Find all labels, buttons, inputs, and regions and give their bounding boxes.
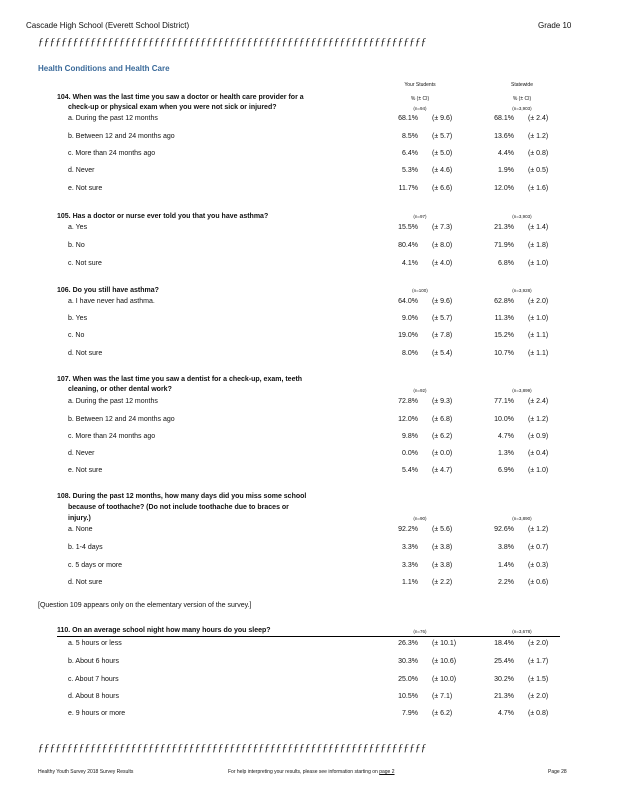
your-percent: 3.3% bbox=[402, 544, 418, 551]
state-percent: 3.8% bbox=[498, 544, 514, 551]
state-ci: (± 2.4) bbox=[528, 398, 549, 405]
option-label: b. 1-4 days bbox=[68, 544, 103, 551]
your-ci: (± 7.1) bbox=[432, 693, 453, 700]
state-ci: (± 1.1) bbox=[528, 332, 549, 339]
option-label: c. Not sure bbox=[68, 260, 102, 267]
your-ci: (± 3.8) bbox=[432, 544, 453, 551]
state-percent: 4.7% bbox=[498, 433, 514, 440]
n-your: (n=94) bbox=[413, 106, 427, 111]
your-percent: 19.0% bbox=[398, 332, 418, 339]
your-percent: 8.5% bbox=[402, 133, 418, 140]
your-ci: (± 7.3) bbox=[432, 224, 453, 231]
footer-f-rule: ƒƒƒƒƒƒƒƒƒƒƒƒƒƒƒƒƒƒƒƒƒƒƒƒƒƒƒƒƒƒƒƒƒƒƒƒƒƒƒƒƒƒƒƒƒƒƒƒƒƒƒƒƒƒƒƒƒƒƒƒƒƒƒƒƒƒƒ bbox=[38, 742, 427, 754]
your-ci: (± 6.6) bbox=[432, 185, 453, 192]
question-text: check-up or physical exam when you were not sick or injured? bbox=[68, 104, 277, 111]
state-percent: 25.4% bbox=[494, 658, 514, 665]
n-state: (n=3,678) bbox=[512, 629, 532, 634]
your-ci: (± 7.8) bbox=[432, 332, 453, 339]
state-percent: 15.2% bbox=[494, 332, 514, 339]
your-percent: 72.8% bbox=[398, 398, 418, 405]
state-ci: (± 1.6) bbox=[528, 185, 549, 192]
your-ci: (± 2.2) bbox=[432, 579, 453, 586]
n-your: (n=90) bbox=[413, 516, 427, 521]
state-ci: (± 1.5) bbox=[528, 676, 549, 683]
state-ci: (± 1.4) bbox=[528, 224, 549, 231]
option-label: d. Never bbox=[68, 450, 95, 457]
your-percent: 8.0% bbox=[402, 350, 418, 357]
n-state: (n=3,903) bbox=[512, 214, 532, 219]
section-title: Health Conditions and Health Care bbox=[38, 64, 170, 73]
state-ci: (± 0.5) bbox=[528, 167, 549, 174]
option-label: a. During the past 12 months bbox=[68, 115, 158, 122]
option-label: c. More than 24 months ago bbox=[68, 433, 156, 440]
your-percent: 1.1% bbox=[402, 579, 418, 586]
state-ci: (± 0.8) bbox=[528, 150, 549, 157]
your-ci: (± 5.4) bbox=[432, 350, 453, 357]
grade-label: Grade 10 bbox=[538, 21, 572, 30]
your-ci: (± 5.7) bbox=[432, 315, 453, 322]
your-ci: (± 6.2) bbox=[432, 433, 453, 440]
question-text: 110. On an average school night how many hours do you sleep? bbox=[57, 627, 271, 634]
question-text: 108. During the past 12 months, how many days did you miss some school bbox=[57, 493, 307, 500]
state-percent: 21.3% bbox=[494, 224, 514, 231]
your-percent: 92.2% bbox=[398, 526, 418, 533]
question-text: cleaning, or other dental work? bbox=[68, 386, 172, 393]
state-percent: 13.6% bbox=[494, 133, 514, 140]
your-percent: 3.3% bbox=[402, 562, 418, 569]
state-ci: (± 0.7) bbox=[528, 544, 549, 551]
state-percent: 4.7% bbox=[498, 710, 514, 717]
state-ci: (± 2.4) bbox=[528, 115, 549, 122]
option-label: e. 9 hours or more bbox=[68, 710, 126, 717]
state-ci: (± 1.1) bbox=[528, 350, 549, 357]
option-label: b. Between 12 and 24 months ago bbox=[68, 133, 175, 140]
footer-help-text bbox=[228, 769, 395, 775]
state-ci: (± 1.0) bbox=[528, 467, 549, 474]
your-percent: 15.5% bbox=[398, 224, 418, 231]
option-label: a. Yes bbox=[68, 224, 88, 231]
option-label: d. About 8 hours bbox=[68, 693, 119, 700]
question-underline bbox=[57, 636, 560, 637]
col-statewide: Statewide bbox=[511, 82, 533, 88]
footer-help-prefix: For help interpreting your results, please see information starting on bbox=[228, 769, 380, 775]
your-ci: (± 9.3) bbox=[432, 398, 453, 405]
page-number: Page 28 bbox=[548, 769, 567, 775]
state-ci: (± 1.0) bbox=[528, 315, 549, 322]
page-2-link[interactable]: page 2 bbox=[379, 769, 395, 775]
your-ci: (± 9.6) bbox=[432, 115, 453, 122]
n-your: (n=97) bbox=[413, 214, 427, 219]
school-name: Cascade High School (Everett School District) bbox=[26, 21, 190, 30]
your-percent: 25.0% bbox=[398, 676, 418, 683]
state-percent: 71.9% bbox=[494, 242, 514, 249]
option-label: b. Yes bbox=[68, 315, 88, 322]
state-percent: 12.0% bbox=[494, 185, 514, 192]
state-ci: (± 1.2) bbox=[528, 133, 549, 140]
your-percent: 12.0% bbox=[398, 416, 418, 423]
state-ci: (± 1.2) bbox=[528, 526, 549, 533]
state-percent: 1.9% bbox=[498, 167, 514, 174]
option-label: c. 5 days or more bbox=[68, 562, 123, 569]
your-percent: 68.1% bbox=[398, 115, 418, 122]
state-ci: (± 2.0) bbox=[528, 693, 549, 700]
your-ci: (± 4.6) bbox=[432, 167, 453, 174]
state-percent: 10.0% bbox=[494, 416, 514, 423]
col-pct-state: % (± CI) bbox=[512, 96, 532, 102]
option-label: e. Not sure bbox=[68, 185, 103, 192]
state-ci: (± 0.8) bbox=[528, 710, 549, 717]
your-ci: (± 10.6) bbox=[432, 658, 457, 665]
state-ci: (± 1.0) bbox=[528, 260, 549, 267]
state-ci: (± 0.4) bbox=[528, 450, 549, 457]
your-percent: 9.8% bbox=[402, 433, 418, 440]
state-ci: (± 1.2) bbox=[528, 416, 549, 423]
n-your: (n=100) bbox=[412, 288, 428, 293]
state-percent: 30.2% bbox=[494, 676, 514, 683]
your-ci: (± 5.6) bbox=[432, 526, 453, 533]
your-percent: 7.9% bbox=[402, 710, 418, 717]
state-percent: 68.1% bbox=[494, 115, 514, 122]
state-percent: 18.4% bbox=[494, 640, 514, 647]
n-your: (n=92) bbox=[413, 388, 427, 393]
your-percent: 9.0% bbox=[402, 315, 418, 322]
option-label: d. Not sure bbox=[68, 350, 103, 357]
option-label: c. More than 24 months ago bbox=[68, 150, 156, 157]
your-percent: 6.4% bbox=[402, 150, 418, 157]
state-percent: 6.8% bbox=[498, 260, 514, 267]
n-state: (n=3,903) bbox=[512, 106, 532, 111]
question-text: 104. When was the last time you saw a doctor or health care provider for a bbox=[57, 94, 304, 101]
state-ci: (± 0.6) bbox=[528, 579, 549, 586]
your-percent: 4.1% bbox=[402, 260, 418, 267]
header-f-rule: ƒƒƒƒƒƒƒƒƒƒƒƒƒƒƒƒƒƒƒƒƒƒƒƒƒƒƒƒƒƒƒƒƒƒƒƒƒƒƒƒƒƒƒƒƒƒƒƒƒƒƒƒƒƒƒƒƒƒƒƒƒƒƒƒƒƒƒ bbox=[38, 36, 427, 48]
n-your: (n=76) bbox=[413, 629, 427, 634]
your-ci: (± 6.8) bbox=[432, 416, 453, 423]
question-text: 106. Do you still have asthma? bbox=[57, 287, 159, 294]
question-109-note: [Question 109 appears only on the elementary version of the survey.] bbox=[38, 602, 252, 609]
state-percent: 1.4% bbox=[498, 562, 514, 569]
option-label: b. Between 12 and 24 months ago bbox=[68, 416, 175, 423]
state-ci: (± 0.9) bbox=[528, 433, 549, 440]
your-percent: 80.4% bbox=[398, 242, 418, 249]
state-percent: 6.9% bbox=[498, 467, 514, 474]
your-percent: 5.4% bbox=[402, 467, 418, 474]
state-ci: (± 1.8) bbox=[528, 242, 549, 249]
n-state: (n=3,890) bbox=[512, 516, 532, 521]
state-percent: 62.8% bbox=[494, 298, 514, 305]
option-label: c. No bbox=[68, 332, 85, 339]
your-ci: (± 4.0) bbox=[432, 260, 453, 267]
question-text: 107. When was the last time you saw a dentist for a check-up, exam, teeth bbox=[57, 376, 303, 383]
option-label: b. No bbox=[68, 242, 85, 249]
n-state: (n=3,899) bbox=[512, 388, 532, 393]
your-ci: (± 10.0) bbox=[432, 676, 457, 683]
your-ci: (± 6.2) bbox=[432, 710, 453, 717]
your-percent: 10.5% bbox=[398, 693, 418, 700]
state-percent: 4.4% bbox=[498, 150, 514, 157]
question-text: because of toothache? (Do not include toothache due to braces or bbox=[68, 504, 289, 511]
state-percent: 92.6% bbox=[494, 526, 514, 533]
option-label: b. About 6 hours bbox=[68, 658, 119, 665]
option-label: d. Not sure bbox=[68, 579, 103, 586]
state-ci: (± 2.0) bbox=[528, 640, 549, 647]
state-percent: 11.3% bbox=[494, 315, 514, 322]
your-ci: (± 0.0) bbox=[432, 450, 453, 457]
your-ci: (± 5.0) bbox=[432, 150, 453, 157]
state-ci: (± 1.7) bbox=[528, 658, 549, 665]
your-percent: 64.0% bbox=[398, 298, 418, 305]
question-text: injury.) bbox=[68, 515, 91, 522]
your-ci: (± 3.8) bbox=[432, 562, 453, 569]
state-percent: 77.1% bbox=[494, 398, 514, 405]
your-ci: (± 9.6) bbox=[432, 298, 453, 305]
your-ci: (± 5.7) bbox=[432, 133, 453, 140]
state-ci: (± 2.0) bbox=[528, 298, 549, 305]
your-ci: (± 10.1) bbox=[432, 640, 457, 647]
your-percent: 5.3% bbox=[402, 167, 418, 174]
option-label: c. About 7 hours bbox=[68, 676, 119, 683]
state-percent: 2.2% bbox=[498, 579, 514, 586]
option-label: d. Never bbox=[68, 167, 95, 174]
state-percent: 10.7% bbox=[494, 350, 514, 357]
your-ci: (± 4.7) bbox=[432, 467, 453, 474]
your-percent: 26.3% bbox=[398, 640, 418, 647]
footer-survey-name: Healthy Youth Survey 2018 Survey Results bbox=[38, 769, 134, 775]
state-percent: 1.3% bbox=[498, 450, 514, 457]
your-percent: 11.7% bbox=[398, 185, 418, 192]
option-label: a. None bbox=[68, 526, 93, 533]
n-state: (n=3,928) bbox=[512, 288, 532, 293]
state-ci: (± 0.3) bbox=[528, 562, 549, 569]
state-percent: 21.3% bbox=[494, 693, 514, 700]
your-percent: 30.3% bbox=[398, 658, 418, 665]
your-ci: (± 8.0) bbox=[432, 242, 453, 249]
question-text: 105. Has a doctor or nurse ever told you that you have asthma? bbox=[57, 213, 269, 220]
col-your-students: Your Students bbox=[404, 82, 436, 88]
your-percent: 0.0% bbox=[402, 450, 418, 457]
option-label: a. 5 hours or less bbox=[68, 640, 122, 647]
option-label: e. Not sure bbox=[68, 467, 103, 474]
option-label: a. I have never had asthma. bbox=[68, 298, 155, 305]
option-label: a. During the past 12 months bbox=[68, 398, 158, 405]
col-pct-your: % (± CI) bbox=[410, 96, 430, 102]
